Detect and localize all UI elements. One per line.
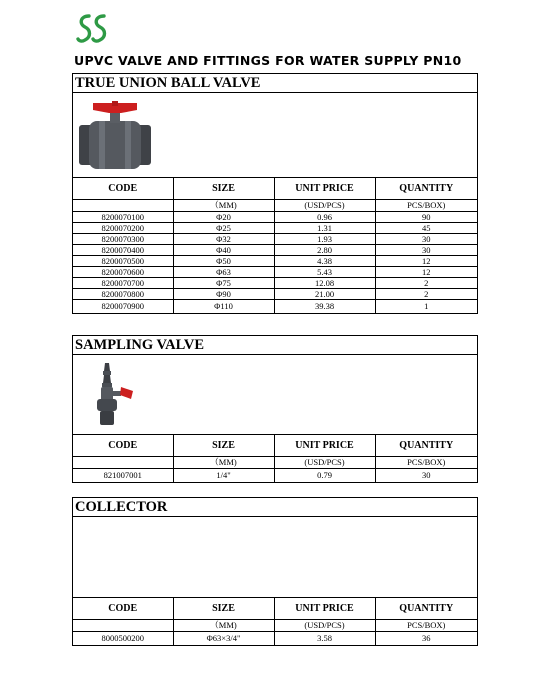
size-unit: （MM) bbox=[173, 200, 274, 212]
size-header: SIZE bbox=[173, 178, 274, 200]
product-table bbox=[73, 178, 477, 313]
quantity-header: QUANTITY bbox=[375, 435, 477, 457]
size-header: SIZE bbox=[173, 435, 274, 457]
table-row: 8200070200 Φ25 1.31 45 bbox=[73, 223, 477, 234]
section-title: TRUE UNION BALL VALVE bbox=[73, 74, 477, 93]
table-unit-row bbox=[73, 620, 477, 632]
table-unit-row bbox=[73, 457, 477, 469]
size-unit: （MM) bbox=[173, 457, 274, 469]
table-header-row bbox=[73, 178, 477, 200]
quantity-unit: PCS/BOX) bbox=[375, 457, 477, 469]
price-unit: (USD/PCS) bbox=[274, 200, 375, 212]
section-sampling-valve bbox=[72, 335, 478, 483]
product-image-area bbox=[73, 355, 477, 435]
code-header: CODE bbox=[73, 178, 173, 200]
section-collector bbox=[72, 497, 478, 646]
section-true-union-ball-valve bbox=[72, 73, 478, 314]
price-header: UNIT PRICE bbox=[274, 598, 375, 620]
code-header: CODE bbox=[73, 598, 173, 620]
product-image-area bbox=[73, 517, 477, 598]
sampling-valve-image bbox=[95, 361, 141, 429]
ball-valve-image bbox=[77, 97, 153, 175]
price-header: UNIT PRICE bbox=[274, 178, 375, 200]
section-title: COLLECTOR bbox=[73, 498, 477, 517]
section-title: SAMPLING VALVE bbox=[73, 336, 477, 355]
table-row: 8000500200 Φ63×3/4" 3.58 36 bbox=[73, 632, 477, 646]
table-row: 8200070300 Φ32 1.93 30 bbox=[73, 234, 477, 245]
quantity-header: QUANTITY bbox=[375, 178, 477, 200]
page-title: UPVC VALVE AND FITTINGS FOR WATER SUPPLY PN10 bbox=[74, 53, 462, 68]
price-header: UNIT PRICE bbox=[274, 435, 375, 457]
product-table bbox=[73, 598, 477, 645]
table-unit-row bbox=[73, 200, 477, 212]
table-header-row bbox=[73, 435, 477, 457]
price-unit: (USD/PCS) bbox=[274, 620, 375, 632]
table-header-row bbox=[73, 598, 477, 620]
table-row: 8200070800 Φ90 21.00 2 bbox=[73, 289, 477, 300]
code-header: CODE bbox=[73, 435, 173, 457]
table-row: 8200070100 Φ20 0.96 90 bbox=[73, 212, 477, 223]
quantity-unit: PCS/BOX) bbox=[375, 620, 477, 632]
quantity-unit: PCS/BOX) bbox=[375, 200, 477, 212]
table-row: 8200070600 Φ63 5.43 12 bbox=[73, 267, 477, 278]
table-row: 8200070700 Φ75 12.08 2 bbox=[73, 278, 477, 289]
quantity-header: QUANTITY bbox=[375, 598, 477, 620]
price-unit: (USD/PCS) bbox=[274, 457, 375, 469]
table-row: 8200070900 Φ110 39.38 1 bbox=[73, 300, 477, 314]
table-row: 821007001 1/4" 0.79 30 bbox=[73, 469, 477, 483]
table-row: 8200070500 Φ50 4.38 12 bbox=[73, 256, 477, 267]
product-table bbox=[73, 435, 477, 482]
company-logo bbox=[74, 12, 110, 48]
size-unit: （MM) bbox=[173, 620, 274, 632]
table-row: 8200070400 Φ40 2.80 30 bbox=[73, 245, 477, 256]
product-image-area bbox=[73, 93, 477, 178]
size-header: SIZE bbox=[173, 598, 274, 620]
